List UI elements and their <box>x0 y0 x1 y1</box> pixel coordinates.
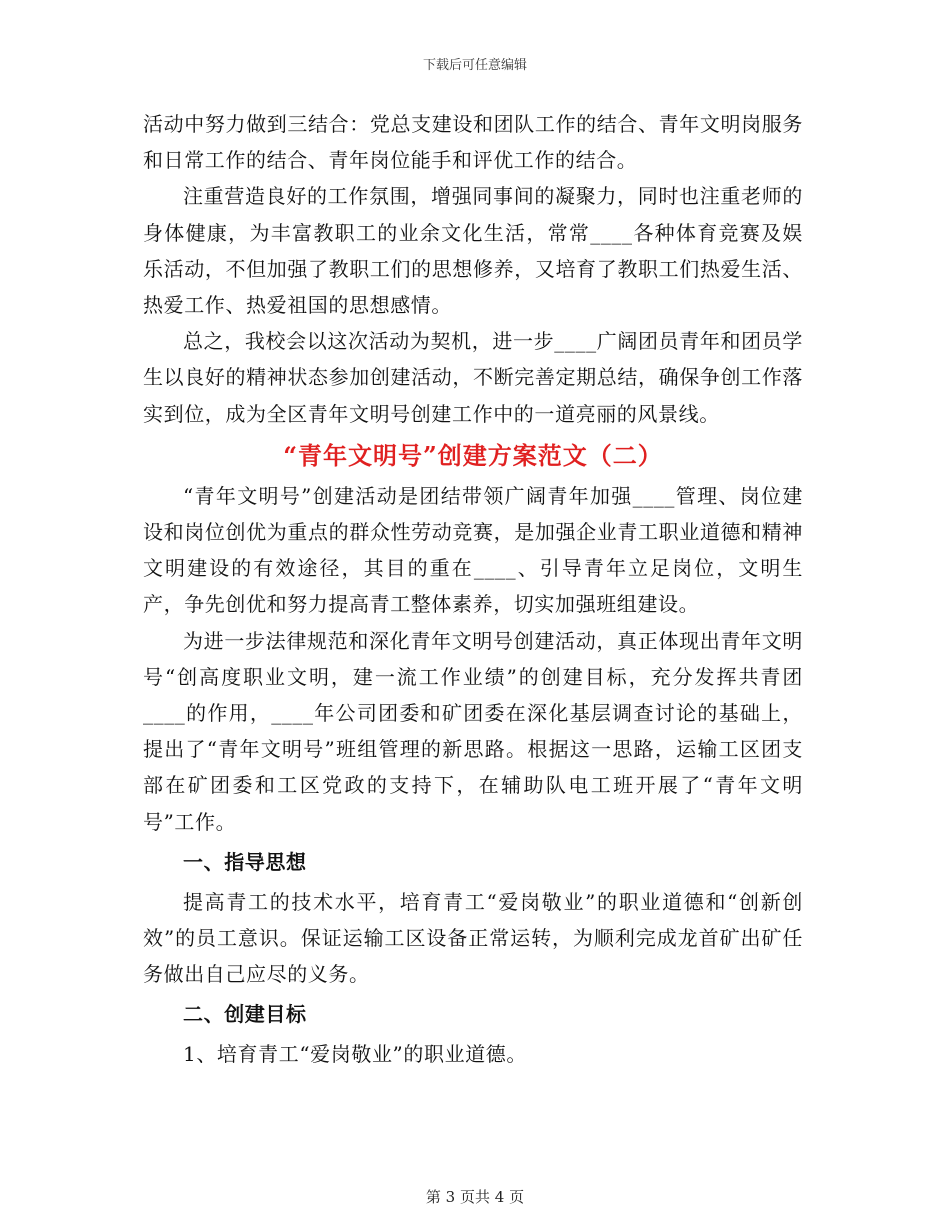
heading-goals: 二、创建目标 <box>183 1002 307 1027</box>
paragraph-background: 为进一步法律规范和深化青年文明号创建活动，真正体现出青年文明号“创高度职业文明，建一流工作业绩”的创建目标，充分发挥共青团____的作用，____年公司团委和矿团委在深化基层调查讨论的基础上，提出了“青年文明号”班组管理的新思路。根据这一思路，运输工区团支部在矿团委和工区党政的支持下，在辅助队电工班开展了“青年文明号”工作。 <box>143 628 803 834</box>
heading-guiding-thought: 一、指导思想 <box>183 849 307 874</box>
page-header: 下载后可任意编辑 <box>422 58 527 73</box>
paragraph-continuation: 活动中努力做到三结合：党总支建设和团队工作的结合、青年文明岗服务和日常工作的结合、青年岗位能手和评优工作的结合。 <box>143 112 803 173</box>
paragraph-intro: “青年文明号”创建活动是团结带领广阔青年加强____管理、岗位建设和岗位创优为重点的群众性劳动竞赛，是加强企业青工职业道德和精神文明建设的有效途径，其目的重在____、引导青年立足岗位，文明生产，争先创优和努力提高青工整体素养，切实加强班组建设。 <box>143 483 803 617</box>
paragraph-guiding-thought: 提高青工的技术水平，培育青工“爱岗敬业”的职业道德和“创新创效”的员工意识。保证运输工区设备正常运转，为顺利完成龙首矿出矿任务做出自己应尽的义务。 <box>143 889 803 987</box>
document-body <box>143 106 803 1073</box>
section-title: “青年文明号”创建方案范文（二） <box>283 440 663 470</box>
paragraph-conclusion: 总之，我校会以这次活动为契机，进一步____广阔团员青年和团员学生以良好的精神状态参加创建活动，不断完善定期总结，确保争创工作落实到位，成为全区青年文明号创建工作中的一道亮丽的风景线。 <box>143 329 803 426</box>
page-footer: 第 3 页共 4 页 <box>425 1188 525 1206</box>
list-item-goal-1: 1、培育青工“爱岗敬业”的职业道德。 <box>183 1042 527 1067</box>
paragraph-atmosphere: 注重营造良好的工作氛围，增强同事间的凝聚力，同时也注重老师的身体健康，为丰富教职工的业余文化生活，常常____各种体育竞赛及娱乐活动，不但加强了教职工们的思想修养，又培育了教职工们热爱生活、热爱工作、热爱祖国的思想感情。 <box>143 184 803 318</box>
